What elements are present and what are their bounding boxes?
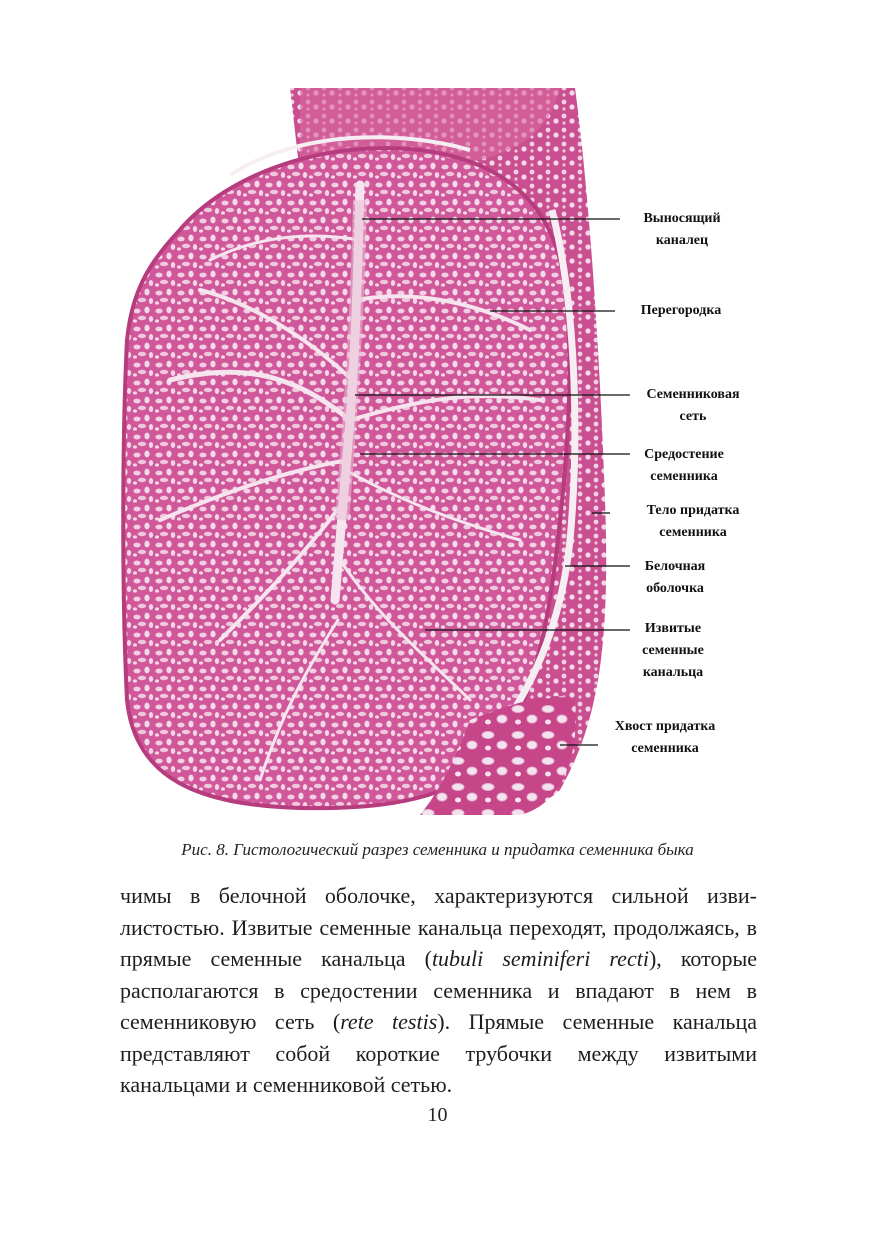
page-number: 10 xyxy=(427,1104,448,1126)
label-efferent-duct: Выносящий каналец xyxy=(643,211,721,248)
figure-caption: Рис. 8. Гистологический разрез семенника и придатка семенника быка xyxy=(181,840,694,859)
latin-term-rete: rete testis xyxy=(340,1009,438,1034)
label-septum: Перегородка xyxy=(640,303,722,318)
label-rete-testis: Семенниковая сеть xyxy=(646,387,740,424)
latin-term-tubuli: tubuli seminiferi recti xyxy=(431,946,649,971)
label-epididymis-body: Тело придатка семенника xyxy=(646,503,740,540)
label-mediastinum: Средостение семенника xyxy=(644,447,724,484)
label-tunica-albuginea: Белочная оболочка xyxy=(644,559,706,596)
body-paragraph: чимы в белочной оболочке, характеризуются сильной извилистостью. Извитые семенные канальца переходят, продолжаясь, в прямые семенные канальца (tubuli seminiferi recti), которые располагаются в средостении семенника и впадают в нем в семенниковую сеть (rete testis). Прямые семенные канальца представляют собой короткие трубочки между извитыми канальцами и семенниковой сетью. xyxy=(120,883,758,1097)
label-epididymis-tail: Хвост придатка семенника xyxy=(614,719,716,756)
label-seminiferous-tubules: Извитые семенные канальца xyxy=(642,621,704,680)
